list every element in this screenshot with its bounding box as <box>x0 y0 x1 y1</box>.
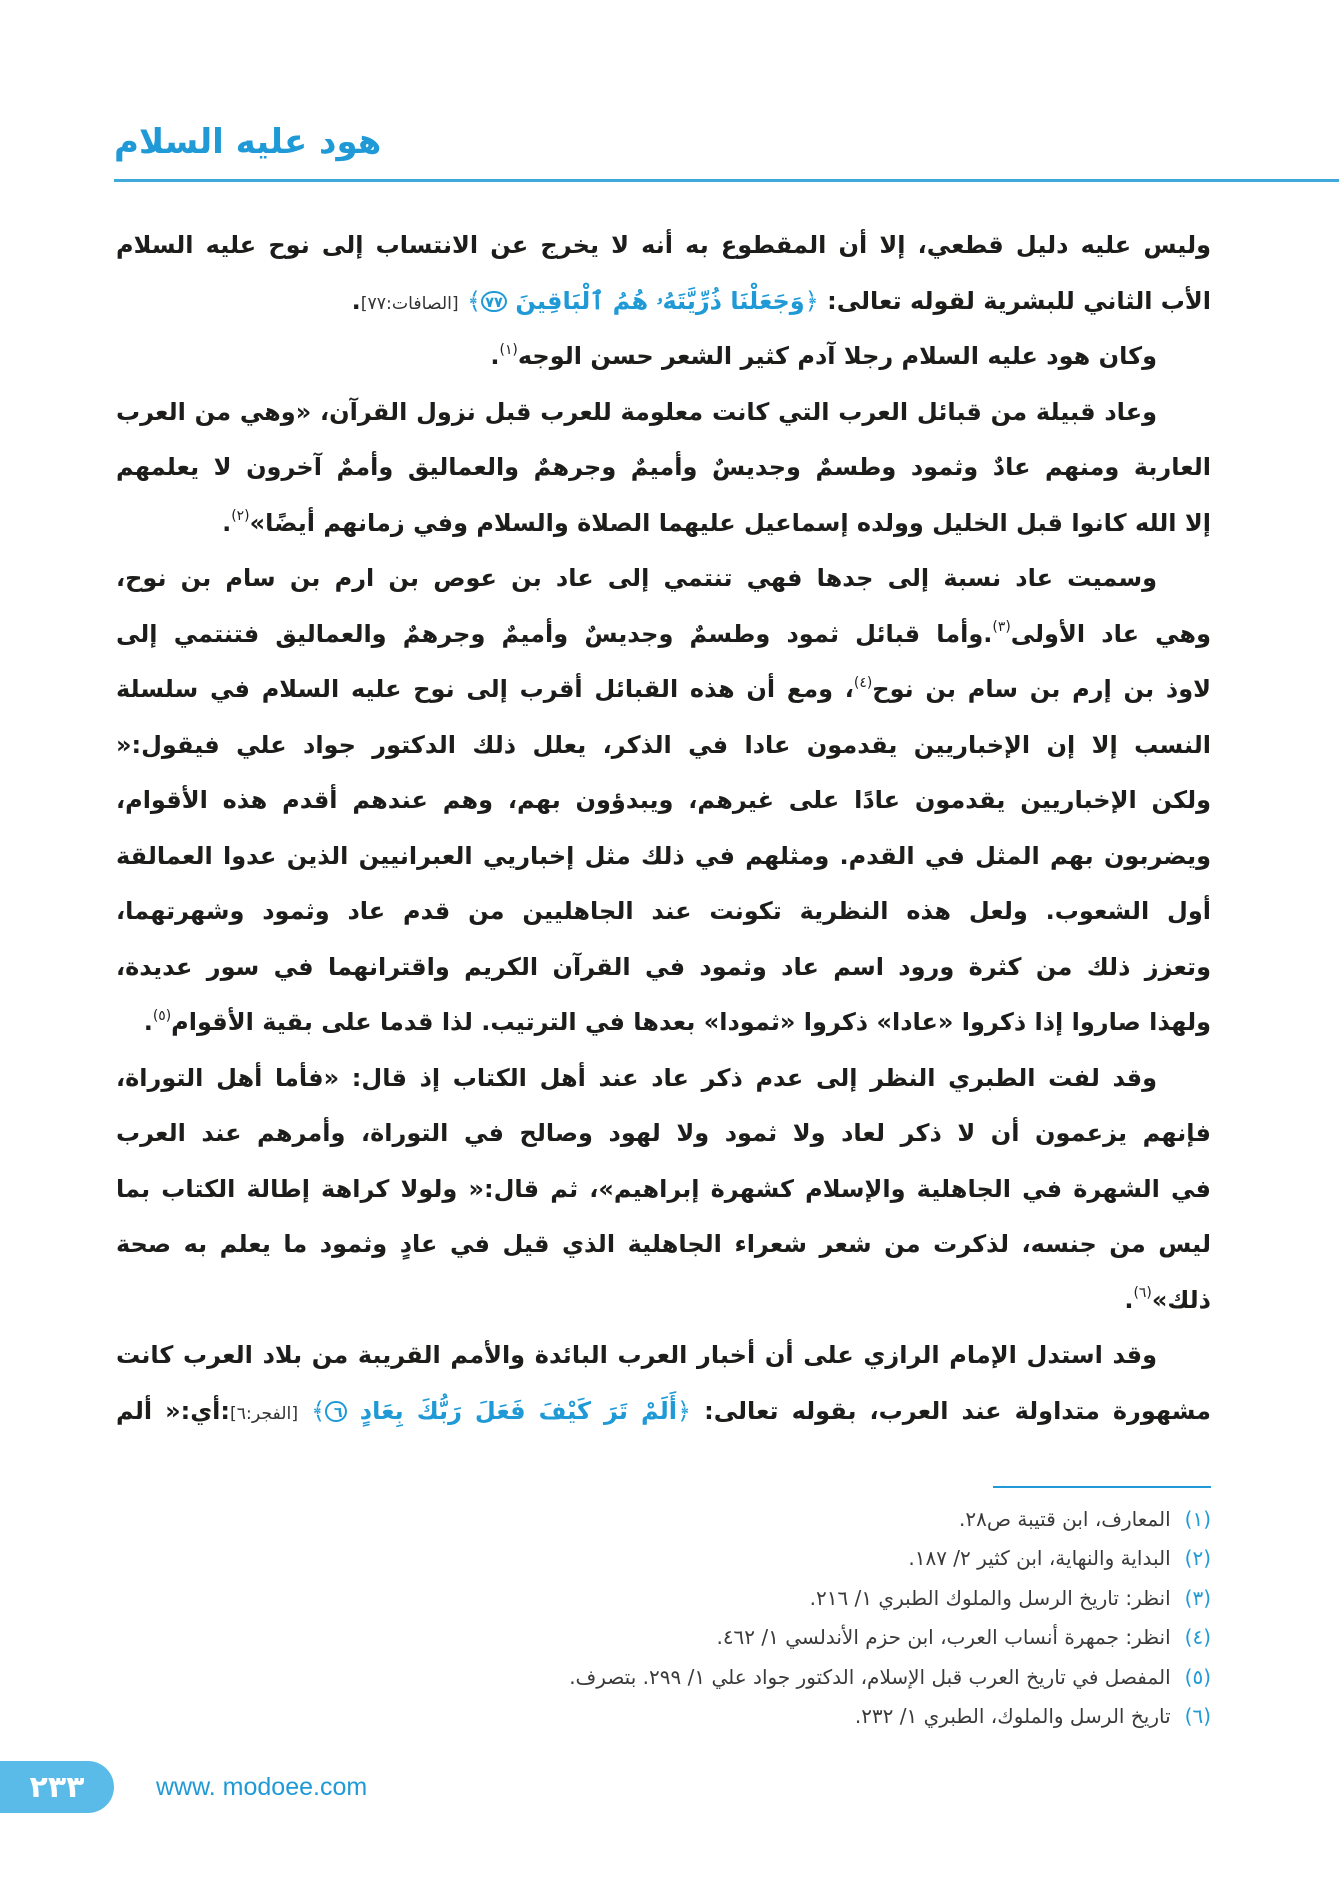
running-header-title: هود عليه السلام <box>114 122 382 162</box>
quran-verse <box>467 287 819 315</box>
body-line: في الشهرة في الجاهلية والإسلام كشهرة إبراهيم»، ثم قال:« ولولا كراهة إطالة الكتاب بما <box>116 1174 1211 1203</box>
body-line <box>116 329 1211 385</box>
ayah-number-marker: ٧٧ <box>481 291 507 313</box>
footnote-text: المعارف، ابن قتيبة ص٢٨. <box>959 1507 1171 1531</box>
verse-citation: [الصافات:٧٧] <box>360 293 459 314</box>
footnote-text: انظر: تاريخ الرسل والملوك الطبري ١/ ٢١٦. <box>809 1585 1171 1610</box>
verse-close-bracket: ﴾ <box>467 286 482 315</box>
line-text: مشهورة متداولة عند العرب، بقوله تعالى: <box>704 1396 1211 1425</box>
body-line: وتعزز ذلك من كثرة ورود اسم عاد وثمود في القرآن الكريم واقترانهما في سور عديدة، <box>116 952 1211 981</box>
line-text: .وأما قبائل ثمود وطسمٌ وجديسٌ وأميمٌ وجرهمٌ والعماليق فتنتمي إلى <box>116 619 993 648</box>
body-line: العاربة ومنهم عادٌ وثمود وطسمٌ وجديسٌ وأميمٌ وجرهمٌ والعماليق وأممٌ آخرون لا يعلمهم <box>116 453 1211 481</box>
quran-verse <box>311 1397 691 1425</box>
body-line: ليس من جنسه، لذكرت من شعر شعراء الجاهلية الذي قيل في عادٍ وثمود ما يعلم به صحة <box>116 1230 1211 1258</box>
footnote-number: (٣) <box>1184 1585 1211 1610</box>
line-text: :أي:« ألم <box>116 1396 231 1425</box>
footnotes <box>300 1500 1211 1736</box>
body-text <box>116 218 1211 1439</box>
body-line: وليس عليه دليل قطعي، إلا أن المقطوع به أنه لا يخرج عن الانتساب إلى نوح عليه السلام <box>116 231 1211 259</box>
footnote-text: المفصل في تاريخ العرب قبل الإسلام، الدكتور جواد علي ١/ ٢٩٩. بتصرف. <box>569 1664 1171 1689</box>
body-line <box>116 274 1211 330</box>
body-line: ولكن الإخباريين يقدمون عادًا على غيرهم، ويبدؤون بهم، وهم عندهم أقدم هذه الأقوام، <box>116 786 1211 814</box>
body-line: ويضربون بهم المثل في القدم. ومثلهم في ذلك مثل إخباريي العبرانيين الذين عدوا العمالقة <box>116 841 1211 870</box>
line-text: ذلك» <box>1151 1285 1211 1314</box>
footnote-text: البداية والنهاية، ابن كثير ٢/ ١٨٧. <box>908 1546 1171 1571</box>
verse-text: وَجَعَلْنَا ذُرِّيَّتَهُۥ هُمُ ٱلْبَاقِينَ <box>515 286 805 315</box>
line-text: . <box>143 1008 153 1036</box>
line-text: . <box>490 342 500 370</box>
footnote-text: تاريخ الرسل والملوك، الطبري ١/ ٢٣٢. <box>854 1704 1171 1729</box>
body-line <box>116 995 1211 1051</box>
body-line <box>116 662 1211 718</box>
line-text: وهي عاد الأولى <box>1010 619 1211 648</box>
line-text: ، ومع أن هذه القبائل أقرب إلى نوح عليه السلام في سلسلة <box>116 675 854 703</box>
body-line: وسميت عاد نسبة إلى جدها فهي تنتمي إلى عاد بن عوص بن ارم بن سام بن نوح، <box>116 564 1157 592</box>
line-text: . <box>1124 1285 1134 1314</box>
body-line <box>116 607 1211 663</box>
verse-open-bracket: ﴿ <box>804 286 819 315</box>
footnote-number: (١) <box>1184 1507 1211 1531</box>
footnote-ref: (٤) <box>853 674 873 691</box>
page-number-badge <box>0 1761 114 1813</box>
footnote-ref: (٥) <box>152 1007 172 1024</box>
footnote <box>300 1618 1211 1657</box>
line-text: وكان هود عليه السلام رجلا آدم كثير الشعر حسن الوجه <box>517 342 1157 370</box>
verse-text: أَلَمْ تَرَ كَيْفَ فَعَلَ رَبُّكَ بِعَادٍ <box>359 1396 678 1425</box>
body-line: وعاد قبيلة من قبائل العرب التي كانت معلومة للعرب قبل نزول القرآن، «وهي من العرب <box>116 397 1157 426</box>
page-number: ٢٣٣ <box>29 1769 85 1805</box>
body-line: النسب إلا إن الإخباريين يقدمون عادا في الذكر، يعلل ذلك الدكتور جواد علي فيقول:« <box>116 730 1211 759</box>
verse-close-bracket: ﴾ <box>311 1396 326 1425</box>
footnote-ref: (٢) <box>231 508 250 525</box>
body-line <box>116 496 1211 552</box>
line-text: إلا الله كانوا قبل الخليل وولده إسماعيل عليهما الصلاة والسلام وفي زمانهم أيضًا» <box>249 508 1211 537</box>
footnote-number: (٢) <box>1184 1546 1211 1571</box>
footnote <box>300 1658 1211 1697</box>
header-divider <box>114 179 1339 182</box>
verse-citation: [الفجر:٦] <box>230 1403 299 1424</box>
body-line: أول الشعوب. ولعل هذه النظرية تكونت عند الجاهليين من قدم عاد وثمود وشهرتهما، <box>116 897 1211 925</box>
line-text: الأب الثاني للبشرية لقوله تعالى: <box>827 286 1211 315</box>
footnote-number: (٥) <box>1184 1664 1211 1689</box>
footnote-number: (٤) <box>1184 1625 1211 1650</box>
website-url: www. modoee.com <box>156 1773 368 1801</box>
footnote-ref: (١) <box>499 341 518 358</box>
line-text: . <box>222 508 232 537</box>
body-line: وقد استدل الإمام الرازي على أن أخبار العرب البائدة والأمم القريبة من بلاد العرب كانت <box>116 1341 1157 1369</box>
footnote-number: (٦) <box>1184 1704 1211 1729</box>
line-text: . <box>351 286 361 315</box>
line-text: ولهذا صاروا إذا ذكروا «عادا» ذكروا «ثمودا» بعدها في الترتيب. لذا قدما على بقية الأقوام <box>171 1008 1211 1036</box>
footnote-ref: (٣) <box>992 619 1011 636</box>
body-line: وقد لفت الطبري النظر إلى عدم ذكر عاد عند أهل الكتاب إذ قال: «فأما أهل التوراة، <box>116 1063 1157 1092</box>
footnote-ref: (٦) <box>1133 1285 1152 1302</box>
body-line <box>116 1384 1211 1440</box>
footnote <box>300 1697 1211 1736</box>
body-line: فإنهم يزعمون أن لا ذكر لعاد ولا ثمود ولا لهود وصالح في التوراة، وأمرهم عند العرب <box>116 1119 1211 1147</box>
ayah-number-marker: ٦ <box>325 1401 347 1423</box>
body-line <box>116 1273 1211 1329</box>
footnote <box>300 1500 1211 1539</box>
line-text: لاوذ بن إرم بن سام بن نوح <box>872 675 1211 703</box>
footnote-text: انظر: جمهرة أنساب العرب، ابن حزم الأندلسي ١/ ٤٦٢. <box>716 1625 1171 1650</box>
verse-open-bracket: ﴿ <box>677 1396 692 1425</box>
footnote-divider <box>993 1486 1211 1488</box>
footnote <box>300 1579 1211 1618</box>
footnote <box>300 1539 1211 1578</box>
